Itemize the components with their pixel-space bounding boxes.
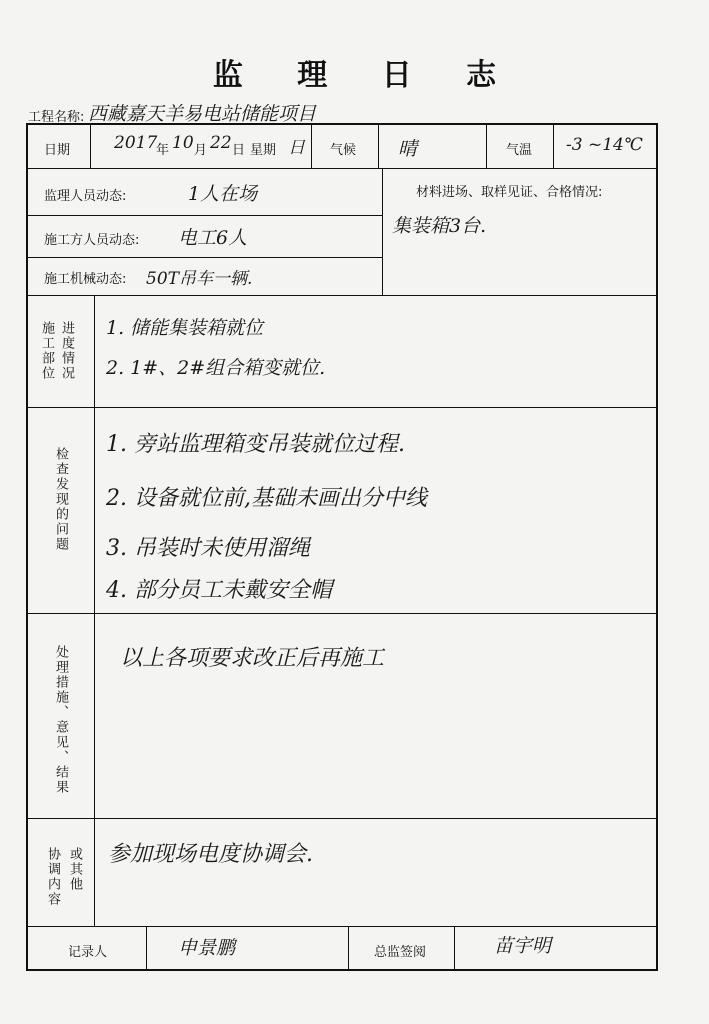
date-month: 10 bbox=[172, 133, 194, 153]
progress-line-2: 2. 1#、2#组合箱变就位. bbox=[106, 357, 326, 379]
temp-label: 气温 bbox=[506, 143, 533, 158]
page-title: 监 理 日 志 bbox=[212, 58, 519, 93]
progress-label-a: 施工部位 bbox=[39, 321, 54, 381]
contractor-status-value: 电工6人 bbox=[178, 227, 248, 249]
issue-line-1: 1. 旁站监理箱变吊装就位过程. bbox=[106, 432, 405, 457]
row-divider bbox=[28, 257, 382, 258]
col-divider bbox=[146, 926, 147, 971]
recorder-signature: 申景鹏 bbox=[178, 937, 236, 959]
chief-label: 总监签阅 bbox=[374, 945, 427, 960]
issue-line-4: 4. 部分员工未戴安全帽 bbox=[106, 578, 332, 603]
project-name-value: 西藏嘉天羊易电站储能项目 bbox=[88, 103, 317, 125]
handling-label: 处理措施、意见、结果 bbox=[53, 645, 68, 795]
weekday-value: 日 bbox=[288, 138, 305, 158]
col-divider bbox=[348, 926, 349, 971]
issues-label: 检查发现的问题 bbox=[53, 447, 68, 552]
progress-label-b: 进度情况 bbox=[59, 321, 74, 381]
coordination-label-a: 协调内容 bbox=[45, 847, 60, 907]
supervisor-status-value: 1人在场 bbox=[188, 183, 258, 205]
row-divider bbox=[28, 407, 656, 408]
supervisor-status-label: 监理人员动态: bbox=[44, 189, 127, 204]
progress-line-1: 1. 储能集装箱就位 bbox=[106, 317, 264, 339]
date-month-unit: 月 bbox=[194, 143, 208, 158]
date-year-unit: 年 bbox=[156, 143, 170, 158]
col-divider bbox=[553, 125, 554, 168]
coordination-label-b: 或其他 bbox=[67, 847, 82, 892]
machinery-status-value: 50T吊车一辆. bbox=[146, 269, 253, 289]
date-day-unit: 日 bbox=[232, 143, 246, 158]
col-divider bbox=[378, 125, 379, 168]
weather-label: 气候 bbox=[330, 143, 357, 158]
col-divider bbox=[311, 125, 312, 168]
issue-line-2: 2. 设备就位前,基础未画出分中线 bbox=[106, 486, 427, 511]
col-divider bbox=[94, 295, 95, 926]
weekday-label: 星期 bbox=[250, 143, 277, 158]
project-name-label: 工程名称: bbox=[28, 110, 85, 125]
issue-line-3: 3. 吊装时未使用溜绳 bbox=[106, 536, 310, 561]
contractor-status-label: 施工方人员动态: bbox=[44, 233, 140, 248]
row-divider bbox=[28, 926, 656, 927]
log-form bbox=[26, 123, 658, 971]
materials-value: 集装箱3台. bbox=[392, 215, 487, 237]
temp-value: -3 ~14℃ bbox=[566, 135, 643, 155]
row-divider bbox=[28, 168, 656, 169]
col-divider bbox=[454, 926, 455, 971]
date-year: 2017 bbox=[114, 133, 158, 153]
chief-signature: 苗宇明 bbox=[494, 935, 552, 957]
weather-value: 晴 bbox=[398, 138, 418, 160]
date-day: 22 bbox=[210, 133, 232, 153]
recorder-label: 记录人 bbox=[68, 945, 108, 960]
materials-label: 材料进场、取样见证、合格情况: bbox=[416, 185, 603, 200]
row-divider bbox=[28, 613, 656, 614]
date-label: 日期 bbox=[44, 143, 71, 158]
row-divider bbox=[28, 295, 656, 296]
machinery-status-label: 施工机械动态: bbox=[44, 272, 127, 287]
handling-value: 以上各项要求改正后再施工 bbox=[120, 646, 385, 671]
coordination-value: 参加现场电度协调会. bbox=[108, 842, 313, 867]
col-divider bbox=[382, 168, 383, 295]
row-divider bbox=[28, 215, 382, 216]
col-divider bbox=[486, 125, 487, 168]
row-divider bbox=[28, 818, 656, 819]
col-divider bbox=[90, 125, 91, 168]
